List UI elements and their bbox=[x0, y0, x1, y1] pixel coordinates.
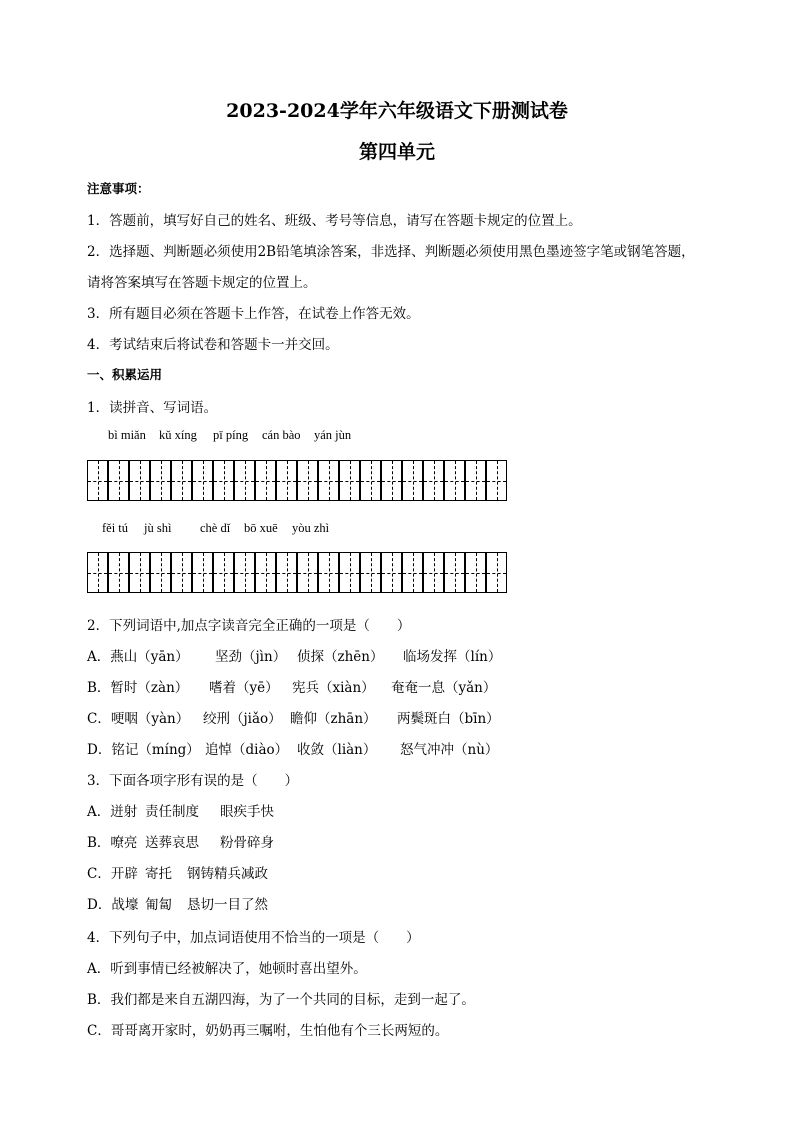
page-subtitle: 第四单元 bbox=[358, 141, 435, 163]
grid-cell[interactable] bbox=[129, 460, 150, 501]
q4-option-a[interactable]: A．听到事情已经被解决了，她顿时喜出望外。 bbox=[87, 961, 367, 977]
grid-cell[interactable] bbox=[318, 460, 339, 501]
option-term: 收敛（liàn） bbox=[297, 742, 377, 758]
grid-cell[interactable] bbox=[486, 460, 507, 501]
option-term: B．暂时（zàn） bbox=[87, 680, 189, 696]
notice-item: 1．答题前，填写好自己的姓名、班级、考号等信息，请写在答题卡规定的位置上。 bbox=[87, 213, 582, 229]
grid-cell[interactable] bbox=[234, 552, 255, 593]
grid-cell[interactable] bbox=[234, 460, 255, 501]
grid-cell[interactable] bbox=[255, 552, 276, 593]
pinyin: kǔ xíng bbox=[159, 428, 197, 442]
option-term: 坚劲（jìn） bbox=[215, 649, 287, 665]
pinyin: cán bào bbox=[262, 428, 301, 442]
option-term: 责任制度 bbox=[145, 804, 199, 820]
notice-heading: 注意事项： bbox=[87, 181, 150, 196]
grid-cell[interactable] bbox=[465, 460, 486, 501]
option-term: A．燕山（yān） bbox=[87, 649, 189, 665]
pinyin: pī píng bbox=[213, 428, 249, 442]
option-term: 临场发挥（lín） bbox=[403, 649, 502, 665]
option-term: 恳切一目了然 bbox=[187, 897, 268, 913]
option-term: 寄托 bbox=[145, 866, 172, 882]
grid-cell[interactable] bbox=[465, 552, 486, 593]
grid-cell[interactable] bbox=[360, 552, 381, 593]
notice-item: 请将答案填写在答题卡规定的位置上。 bbox=[87, 275, 317, 291]
option-term: 奄奄一息（yǎn） bbox=[391, 680, 497, 696]
grid-cell[interactable] bbox=[339, 460, 360, 501]
grid-cell[interactable] bbox=[444, 552, 465, 593]
grid-cell[interactable] bbox=[129, 552, 150, 593]
question-2-stem: 2．下列词语中,加点字读音完全正确的一项是（ ） bbox=[87, 618, 411, 634]
option-term: 瞻仰（zhān） bbox=[290, 711, 377, 727]
writing-grid-1[interactable] bbox=[87, 460, 507, 501]
pinyin: fěi tú bbox=[102, 521, 129, 535]
grid-cell[interactable] bbox=[318, 552, 339, 593]
section-heading: 一、积累运用 bbox=[87, 367, 163, 382]
option-term: 怒气冲冲（nù） bbox=[400, 742, 499, 758]
pinyin: chè dǐ bbox=[200, 521, 231, 535]
grid-cell[interactable] bbox=[171, 552, 192, 593]
grid-cell[interactable] bbox=[486, 552, 507, 593]
question-3-stem: 3．下面各项字形有误的是（ ） bbox=[87, 773, 299, 789]
grid-cell[interactable] bbox=[108, 552, 129, 593]
option-term: 两鬓斑白（bīn） bbox=[397, 711, 500, 727]
page-title: 2023-2024学年六年级语文下册测试卷 bbox=[226, 100, 568, 122]
grid-cell[interactable] bbox=[360, 460, 381, 501]
pinyin: yòu zhì bbox=[292, 521, 330, 535]
grid-cell[interactable] bbox=[171, 460, 192, 501]
option-term: 侦探（zhēn） bbox=[297, 649, 384, 665]
option-term: 送葬哀思 bbox=[145, 835, 199, 851]
grid-cell[interactable] bbox=[213, 552, 234, 593]
q4-option-b[interactable]: B．我们都是来自五湖四海，为了一个共同的目标，走到一起了。 bbox=[87, 992, 475, 1008]
grid-cell[interactable] bbox=[213, 460, 234, 501]
grid-cell[interactable] bbox=[150, 552, 171, 593]
notice-item: 4．考试结束后将试卷和答题卡一并交回。 bbox=[87, 337, 339, 353]
grid-cell[interactable] bbox=[297, 460, 318, 501]
grid-cell[interactable] bbox=[87, 460, 108, 501]
grid-cell[interactable] bbox=[87, 552, 108, 593]
grid-cell[interactable] bbox=[423, 460, 444, 501]
option-term: 绞刑（jiǎo） bbox=[203, 711, 282, 727]
notice-item: 2．选择题、判断题必须使用2B铅笔填涂答案，非选择、判断题必须使用黑色墨迹签字笔或钢笔答题， bbox=[87, 244, 695, 260]
grid-cell[interactable] bbox=[297, 552, 318, 593]
pinyin: bì miǎn bbox=[108, 428, 146, 442]
writing-grid-2[interactable] bbox=[87, 552, 507, 593]
grid-cell[interactable] bbox=[339, 552, 360, 593]
option-term: C．哽咽（yàn） bbox=[87, 711, 190, 727]
question-1-stem: 1．读拼音、写词语。 bbox=[87, 400, 218, 416]
grid-cell[interactable] bbox=[444, 460, 465, 501]
grid-cell[interactable] bbox=[192, 460, 213, 501]
option-term: 嗜着（yē） bbox=[209, 680, 279, 696]
pinyin: jù shì bbox=[144, 521, 172, 535]
option-term: A．迸射 bbox=[87, 804, 138, 820]
option-term: 眼疾手快 bbox=[220, 804, 274, 820]
grid-cell[interactable] bbox=[402, 460, 423, 501]
option-term: 追悼（diào） bbox=[205, 742, 289, 758]
grid-cell[interactable] bbox=[192, 552, 213, 593]
grid-cell[interactable] bbox=[381, 460, 402, 501]
option-term: 粉骨碎身 bbox=[220, 835, 274, 851]
option-term: D．战壕 bbox=[87, 897, 139, 913]
option-term: B．嘹亮 bbox=[87, 835, 138, 851]
option-term: 钢铸精兵减政 bbox=[187, 866, 268, 882]
option-term: D．铭记（míng） bbox=[87, 742, 200, 758]
grid-cell[interactable] bbox=[255, 460, 276, 501]
option-term: 宪兵（xiàn） bbox=[292, 680, 375, 696]
notice-item: 3．所有题目必须在答题卡上作答，在试卷上作答无效。 bbox=[87, 306, 420, 322]
grid-cell[interactable] bbox=[108, 460, 129, 501]
question-4-stem: 4．下列句子中，加点词语使用不恰当的一项是（ ） bbox=[87, 930, 420, 946]
grid-cell[interactable] bbox=[150, 460, 171, 501]
pinyin: bō xuē bbox=[244, 521, 278, 535]
grid-cell[interactable] bbox=[276, 552, 297, 593]
option-term: C．开辟 bbox=[87, 866, 138, 882]
q4-option-c[interactable]: C．哥哥离开家时，奶奶再三嘱咐，生怕他有个三长两短的。 bbox=[87, 1023, 449, 1039]
grid-cell[interactable] bbox=[402, 552, 423, 593]
option-term: 匍匐 bbox=[145, 897, 172, 913]
grid-cell[interactable] bbox=[276, 460, 297, 501]
grid-cell[interactable] bbox=[381, 552, 402, 593]
grid-cell[interactable] bbox=[423, 552, 444, 593]
pinyin: yán jùn bbox=[314, 428, 352, 442]
